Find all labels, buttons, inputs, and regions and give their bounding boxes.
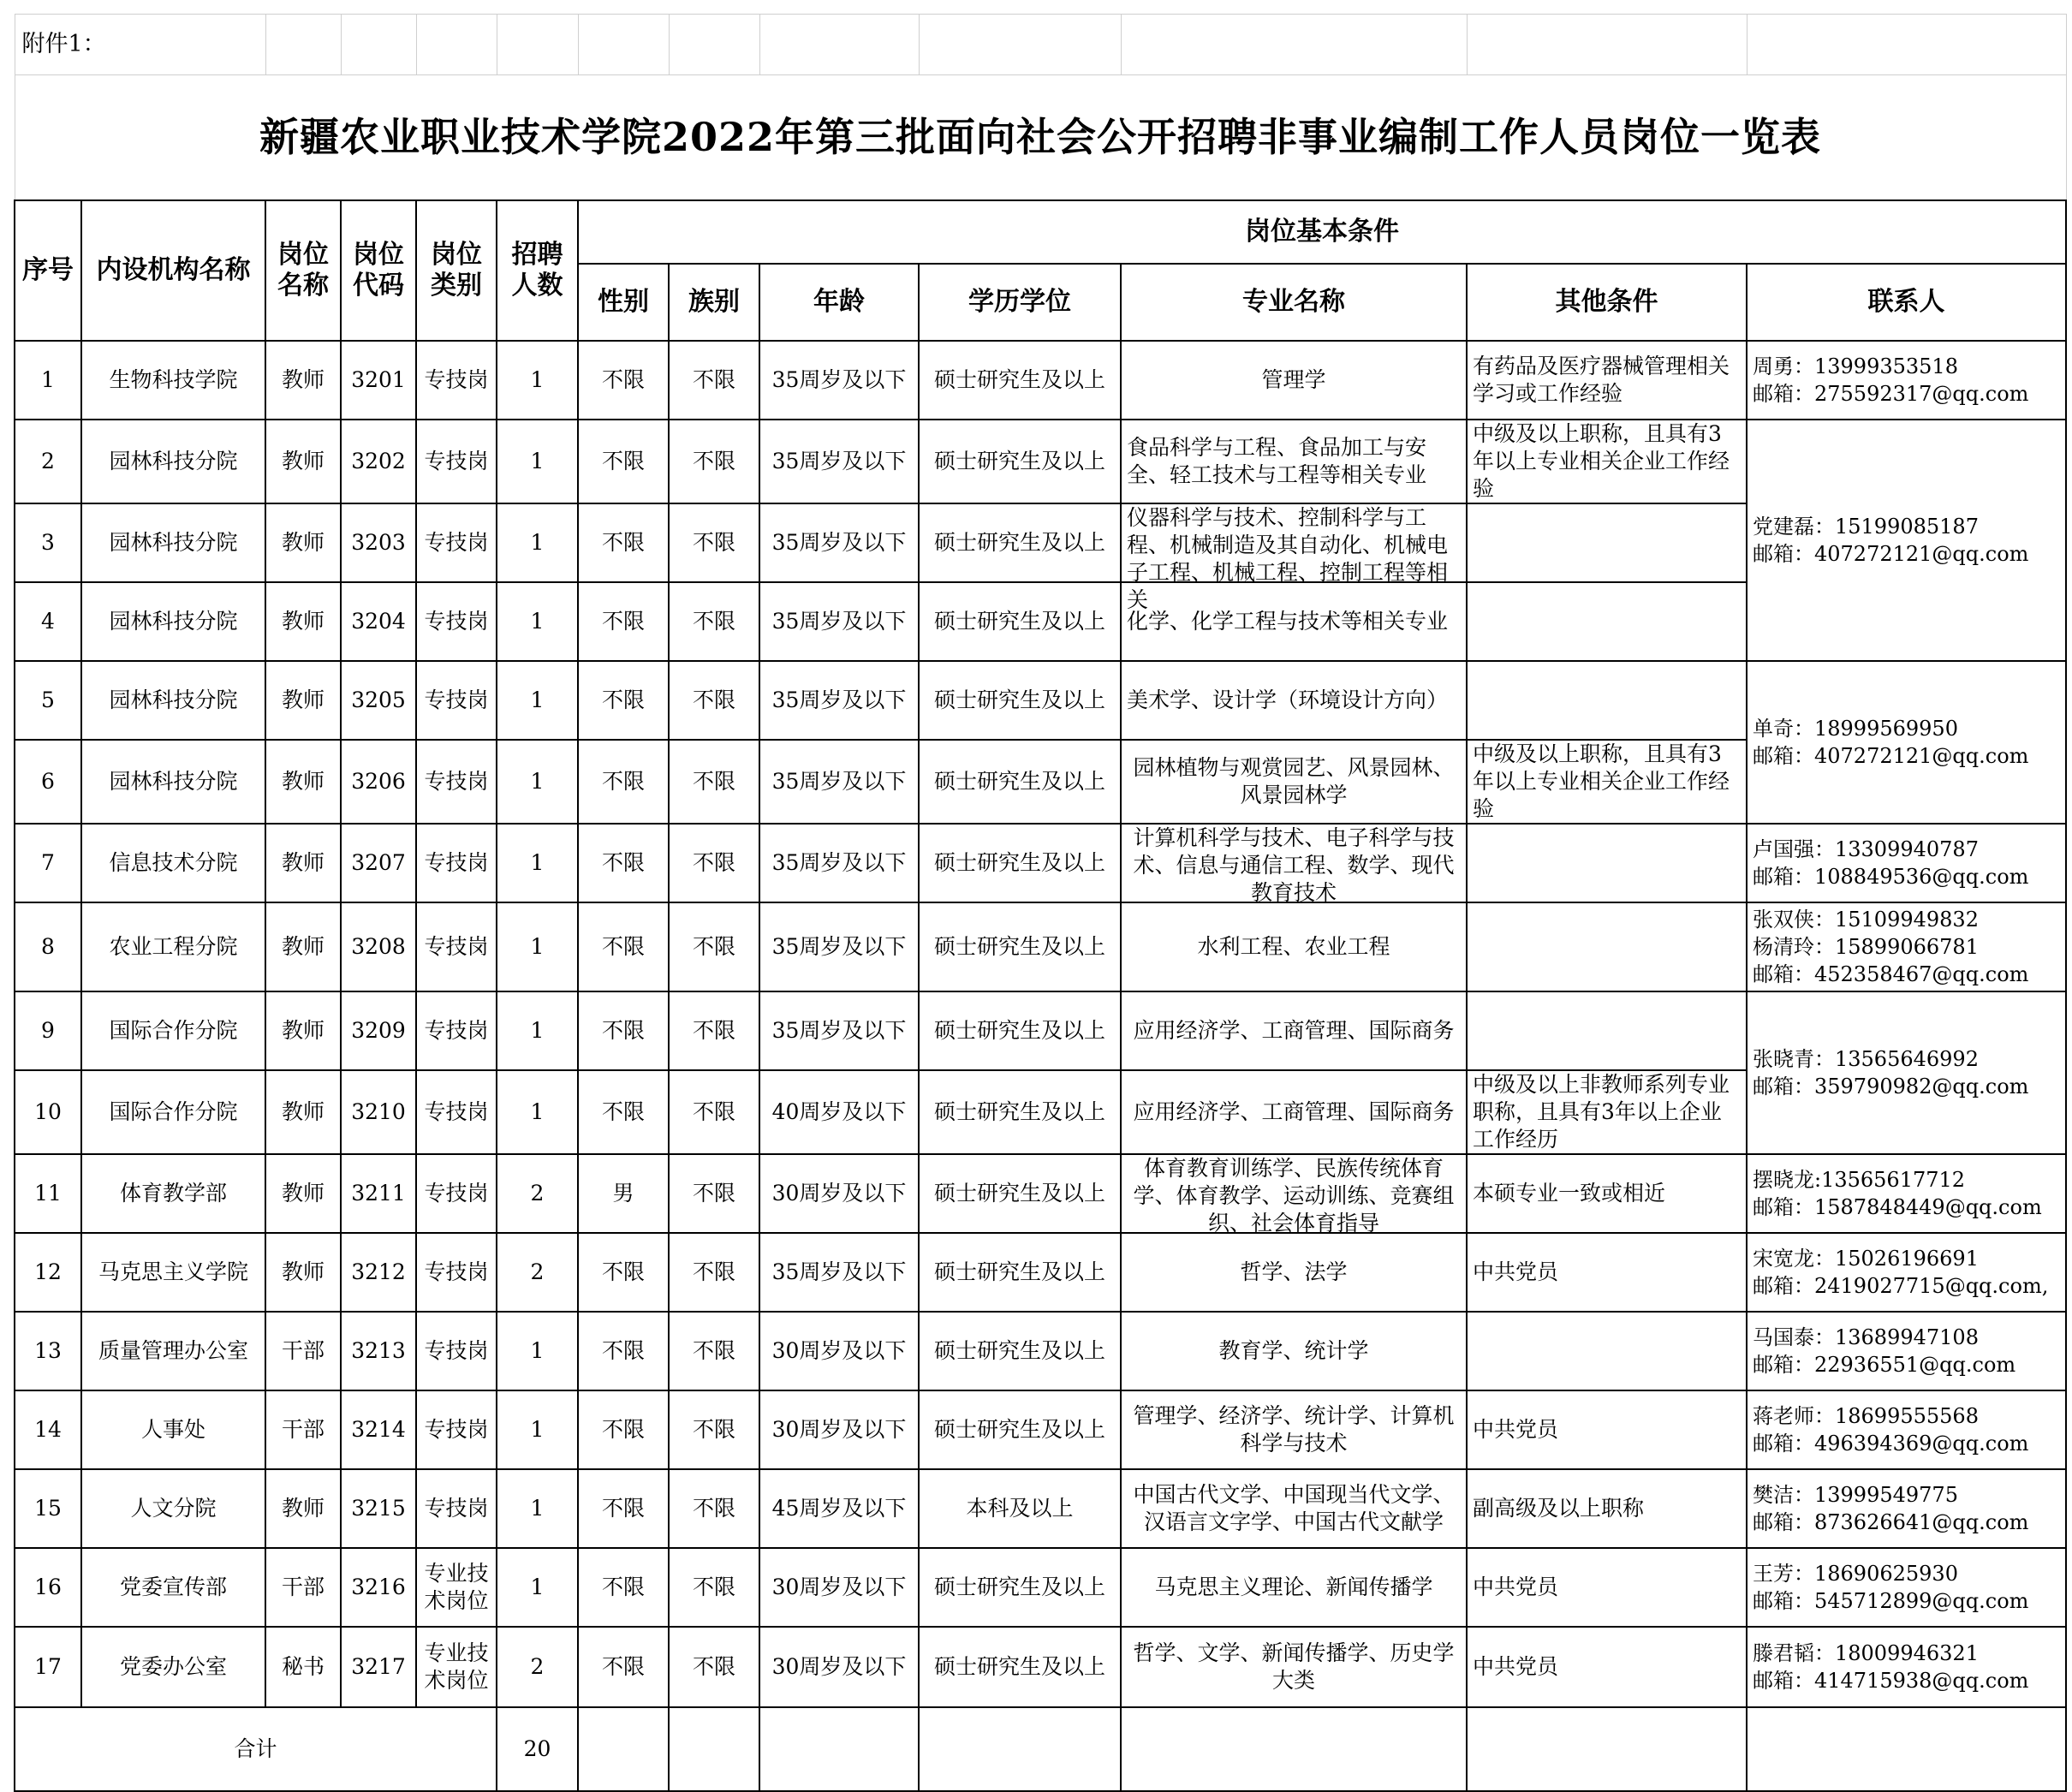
cell-edu: 硕士研究生及以上 bbox=[919, 1233, 1121, 1312]
cell-dept: 体育教学部 bbox=[81, 1154, 265, 1233]
cell-dept: 党委宣传部 bbox=[81, 1548, 265, 1627]
cell-type: 专业技术岗位 bbox=[416, 1548, 497, 1627]
cell-major: 美术学、设计学（环境设计方向） bbox=[1121, 661, 1467, 740]
header-num: 招聘人数 bbox=[497, 200, 578, 341]
contact-line: 卢国强：13309940787 bbox=[1753, 836, 1979, 861]
cell-num: 1 bbox=[497, 503, 578, 582]
cell-contact bbox=[1747, 902, 2066, 991]
cell-dept: 国际合作分院 bbox=[81, 991, 265, 1070]
cell-num: 1 bbox=[497, 740, 578, 824]
cell-gender: 不限 bbox=[578, 902, 669, 991]
cell-contact bbox=[1747, 1627, 2066, 1707]
cell-ethnic: 不限 bbox=[669, 1154, 759, 1233]
cell-other: 中共党员 bbox=[1467, 1233, 1747, 1312]
cell-type: 专技岗 bbox=[416, 1070, 497, 1154]
cell-code: 3216 bbox=[341, 1548, 416, 1627]
cell-gender: 不限 bbox=[578, 1390, 669, 1469]
cell-num: 2 bbox=[497, 1233, 578, 1312]
cell-gender: 不限 bbox=[578, 1233, 669, 1312]
cell-code: 3207 bbox=[341, 824, 416, 902]
table-row bbox=[15, 1548, 2066, 1627]
cell-seq: 13 bbox=[15, 1312, 81, 1390]
contact-line: 摆晓龙:13565617712 bbox=[1753, 1167, 1966, 1192]
cell-gender: 男 bbox=[578, 1154, 669, 1233]
cell-dept: 园林科技分院 bbox=[81, 661, 265, 740]
cell-post: 教师 bbox=[265, 503, 341, 582]
cell-age: 35周岁及以下 bbox=[759, 503, 919, 582]
cell-seq: 12 bbox=[15, 1233, 81, 1312]
cell-edu: 硕士研究生及以上 bbox=[919, 902, 1121, 991]
cell-type: 专技岗 bbox=[416, 991, 497, 1070]
table-row bbox=[15, 1312, 2066, 1390]
cell-major: 应用经济学、工商管理、国际商务 bbox=[1121, 1070, 1467, 1154]
cell-code: 3204 bbox=[341, 582, 416, 661]
cell-contact bbox=[1747, 1312, 2066, 1390]
cell-post: 教师 bbox=[265, 420, 341, 503]
cell-other bbox=[1467, 902, 1747, 991]
cell-type: 专技岗 bbox=[416, 740, 497, 824]
cell-num: 1 bbox=[497, 1070, 578, 1154]
cell-seq: 15 bbox=[15, 1469, 81, 1548]
contact-line: 张晓青：13565646992 bbox=[1753, 1046, 1979, 1071]
total-label: 合计 bbox=[15, 1707, 497, 1791]
header-dept: 内设机构名称 bbox=[81, 200, 265, 341]
cell-dept: 党委办公室 bbox=[81, 1627, 265, 1707]
header-ethnic: 族别 bbox=[669, 264, 759, 341]
cell-code: 3214 bbox=[341, 1390, 416, 1469]
cell-contact bbox=[1747, 420, 2066, 661]
cell-dept: 人事处 bbox=[81, 1390, 265, 1469]
cell-post: 教师 bbox=[265, 1469, 341, 1548]
header-post-code: 岗位代码 bbox=[341, 200, 416, 341]
cell-ethnic: 不限 bbox=[669, 1390, 759, 1469]
cell-num: 2 bbox=[497, 1154, 578, 1233]
cell-edu: 硕士研究生及以上 bbox=[919, 1154, 1121, 1233]
cell-other: 有药品及医疗器械管理相关学习或工作经验 bbox=[1467, 341, 1747, 420]
cell-edu: 硕士研究生及以上 bbox=[919, 1627, 1121, 1707]
cell-other bbox=[1467, 582, 1747, 661]
cell-num: 1 bbox=[497, 661, 578, 740]
cell-age: 30周岁及以下 bbox=[759, 1390, 919, 1469]
cell-other: 中级及以上非教师系列专业职称，且具有3年以上企业工作经历 bbox=[1467, 1070, 1747, 1154]
total-row bbox=[15, 1707, 2066, 1791]
cell-seq: 17 bbox=[15, 1627, 81, 1707]
contact-email: 邮箱：2419027715@qq.com, bbox=[1753, 1273, 2049, 1298]
cell-edu: 硕士研究生及以上 bbox=[919, 740, 1121, 824]
cell-major: 水利工程、农业工程 bbox=[1121, 902, 1467, 991]
cell-num: 1 bbox=[497, 341, 578, 420]
cell-gender: 不限 bbox=[578, 1469, 669, 1548]
cell-type: 专技岗 bbox=[416, 1469, 497, 1548]
cell-edu: 硕士研究生及以上 bbox=[919, 1070, 1121, 1154]
cell-ethnic: 不限 bbox=[669, 661, 759, 740]
cell-major bbox=[1121, 1154, 1467, 1233]
cell-num: 1 bbox=[497, 991, 578, 1070]
cell-gender: 不限 bbox=[578, 991, 669, 1070]
cell-ethnic: 不限 bbox=[669, 1627, 759, 1707]
contact-email: 邮箱：407272121@qq.com bbox=[1753, 743, 2029, 768]
cell-code: 3201 bbox=[341, 341, 416, 420]
cell-age: 35周岁及以下 bbox=[759, 1233, 919, 1312]
cell-seq: 11 bbox=[15, 1154, 81, 1233]
cell-age: 35周岁及以下 bbox=[759, 824, 919, 902]
cell-num: 2 bbox=[497, 1627, 578, 1707]
header-contact: 联系人 bbox=[1747, 264, 2066, 341]
cell-major: 中国古代文学、中国现当代文学、汉语言文字学、中国古代文献学 bbox=[1121, 1469, 1467, 1548]
cell-type: 专技岗 bbox=[416, 503, 497, 582]
cell-edu: 硕士研究生及以上 bbox=[919, 1548, 1121, 1627]
cell-num: 1 bbox=[497, 1548, 578, 1627]
cell-ethnic: 不限 bbox=[669, 902, 759, 991]
cell-code: 3208 bbox=[341, 902, 416, 991]
cell-seq: 7 bbox=[15, 824, 81, 902]
contact-line: 杨清玲：15899066781 bbox=[1753, 934, 1979, 959]
cell-ethnic: 不限 bbox=[669, 740, 759, 824]
contact-email: 邮箱：275592317@qq.com bbox=[1753, 381, 2029, 406]
cell-edu: 硕士研究生及以上 bbox=[919, 991, 1121, 1070]
cell-type: 专技岗 bbox=[416, 420, 497, 503]
cell-age: 45周岁及以下 bbox=[759, 1469, 919, 1548]
cell-major: 哲学、法学 bbox=[1121, 1233, 1467, 1312]
cell-other bbox=[1467, 503, 1747, 582]
table-row bbox=[15, 1233, 2066, 1312]
cell-ethnic: 不限 bbox=[669, 582, 759, 661]
cell-seq: 16 bbox=[15, 1548, 81, 1627]
cell-post: 教师 bbox=[265, 740, 341, 824]
cell-age: 30周岁及以下 bbox=[759, 1548, 919, 1627]
contact-line: 宋宽龙：15026196691 bbox=[1753, 1246, 1979, 1271]
cell-age: 35周岁及以下 bbox=[759, 341, 919, 420]
cell-major bbox=[1121, 503, 1467, 612]
cell-other bbox=[1467, 991, 1747, 1070]
header-basic-conditions: 岗位基本条件 bbox=[578, 200, 2066, 264]
contact-email: 邮箱：452358467@qq.com bbox=[1753, 961, 2029, 986]
cell-num: 1 bbox=[497, 1469, 578, 1548]
cell-seq: 14 bbox=[15, 1390, 81, 1469]
cell-type: 专技岗 bbox=[416, 341, 497, 420]
cell-edu: 硕士研究生及以上 bbox=[919, 1312, 1121, 1390]
cell-other: 中级及以上职称，且具有3年以上专业相关企业工作经验 bbox=[1467, 420, 1747, 503]
major-text: 计算机科学与技术、电子科学与技术、信息与通信工程、数学、现代教育技术 bbox=[1133, 825, 1455, 905]
cell-dept: 国际合作分院 bbox=[81, 1070, 265, 1154]
cell-age: 35周岁及以下 bbox=[759, 991, 919, 1070]
cell-seq: 5 bbox=[15, 661, 81, 740]
cell-major: 马克思主义理论、新闻传播学 bbox=[1121, 1548, 1467, 1627]
cell-major: 食品科学与工程、食品加工与安全、轻工技术与工程等相关专业 bbox=[1121, 420, 1467, 503]
cell-edu: 硕士研究生及以上 bbox=[919, 1390, 1121, 1469]
cell-gender: 不限 bbox=[578, 1070, 669, 1154]
cell-type: 专技岗 bbox=[416, 1390, 497, 1469]
cell-num: 1 bbox=[497, 582, 578, 661]
cell-code: 3211 bbox=[341, 1154, 416, 1233]
cell-gender: 不限 bbox=[578, 1548, 669, 1627]
cell-post: 教师 bbox=[265, 1070, 341, 1154]
cell-gender: 不限 bbox=[578, 420, 669, 503]
contact-line: 周勇：13999353518 bbox=[1753, 354, 1958, 378]
cell-ethnic: 不限 bbox=[669, 420, 759, 503]
cell-age: 30周岁及以下 bbox=[759, 1312, 919, 1390]
cell-type: 专技岗 bbox=[416, 582, 497, 661]
cell-other bbox=[1467, 661, 1747, 740]
page-title: 新疆农业职业技术学院2022年第三批面向社会公开招聘非事业编制工作人员岗位一览表 bbox=[15, 75, 2066, 200]
total-value: 20 bbox=[497, 1707, 578, 1791]
cell-edu: 硕士研究生及以上 bbox=[919, 661, 1121, 740]
cell-num: 1 bbox=[497, 1390, 578, 1469]
cell-gender: 不限 bbox=[578, 341, 669, 420]
cell-gender: 不限 bbox=[578, 582, 669, 661]
recruitment-table bbox=[14, 14, 2067, 1792]
cell-seq: 6 bbox=[15, 740, 81, 824]
attachment-label: 附件1： bbox=[15, 15, 265, 75]
major-text: 体育教育训练学、民族传统体育学、体育教学、运动训练、竞赛组织、社会体育指导 bbox=[1133, 1155, 1455, 1235]
contact-line: 樊洁：13999549775 bbox=[1753, 1482, 1958, 1507]
contact-line: 滕君韬：18009946321 bbox=[1753, 1640, 1979, 1665]
cell-dept: 马克思主义学院 bbox=[81, 1233, 265, 1312]
cell-type: 专技岗 bbox=[416, 661, 497, 740]
cell-other: 副高级及以上职称 bbox=[1467, 1469, 1747, 1548]
cell-seq: 8 bbox=[15, 902, 81, 991]
cell-code: 3202 bbox=[341, 420, 416, 503]
contact-email: 邮箱：414715938@qq.com bbox=[1753, 1668, 2029, 1693]
cell-seq: 4 bbox=[15, 582, 81, 661]
cell-code: 3217 bbox=[341, 1627, 416, 1707]
cell-age: 35周岁及以下 bbox=[759, 420, 919, 503]
cell-contact bbox=[1747, 824, 2066, 902]
cell-ethnic: 不限 bbox=[669, 1070, 759, 1154]
cell-num: 1 bbox=[497, 902, 578, 991]
cell-ethnic: 不限 bbox=[669, 991, 759, 1070]
cell-post: 干部 bbox=[265, 1548, 341, 1627]
cell-type: 专技岗 bbox=[416, 1312, 497, 1390]
cell-code: 3203 bbox=[341, 503, 416, 582]
cell-age: 35周岁及以下 bbox=[759, 661, 919, 740]
cell-code: 3213 bbox=[341, 1312, 416, 1390]
cell-other: 中级及以上职称，且具有3年以上专业相关企业工作经验 bbox=[1467, 740, 1747, 824]
cell-dept: 质量管理办公室 bbox=[81, 1312, 265, 1390]
cell-ethnic: 不限 bbox=[669, 1548, 759, 1627]
cell-num: 1 bbox=[497, 1312, 578, 1390]
cell-edu: 硕士研究生及以上 bbox=[919, 341, 1121, 420]
cell-dept: 园林科技分院 bbox=[81, 420, 265, 503]
cell-major: 管理学 bbox=[1121, 341, 1467, 420]
header-edu: 学历学位 bbox=[919, 264, 1121, 341]
cell-age: 35周岁及以下 bbox=[759, 582, 919, 661]
cell-age: 35周岁及以下 bbox=[759, 902, 919, 991]
header-major: 专业名称 bbox=[1121, 264, 1467, 341]
table-row bbox=[15, 1154, 2066, 1233]
header-post-name: 岗位名称 bbox=[265, 200, 341, 341]
cell-post: 教师 bbox=[265, 341, 341, 420]
contact-line: 单奇：18999569950 bbox=[1753, 716, 1958, 741]
cell-other: 中共党员 bbox=[1467, 1548, 1747, 1627]
cell-major: 园林植物与观赏园艺、风景园林、风景园林学 bbox=[1121, 740, 1467, 824]
cell-post: 干部 bbox=[265, 1312, 341, 1390]
cell-type: 专技岗 bbox=[416, 1233, 497, 1312]
cell-major bbox=[1121, 824, 1467, 905]
cell-type: 专技岗 bbox=[416, 824, 497, 902]
cell-contact bbox=[1747, 1154, 2066, 1233]
table-row bbox=[15, 661, 2066, 740]
cell-other bbox=[1467, 824, 1747, 902]
cell-contact bbox=[1747, 661, 2066, 824]
cell-dept: 农业工程分院 bbox=[81, 902, 265, 991]
cell-dept: 信息技术分院 bbox=[81, 824, 265, 902]
cell-dept: 园林科技分院 bbox=[81, 582, 265, 661]
cell-seq: 3 bbox=[15, 503, 81, 582]
contact-email: 邮箱：1587848449@qq.com bbox=[1753, 1194, 2042, 1219]
cell-dept: 园林科技分院 bbox=[81, 740, 265, 824]
cell-code: 3210 bbox=[341, 1070, 416, 1154]
cell-edu: 硕士研究生及以上 bbox=[919, 824, 1121, 902]
cell-ethnic: 不限 bbox=[669, 1469, 759, 1548]
cell-gender: 不限 bbox=[578, 1312, 669, 1390]
cell-seq: 1 bbox=[15, 341, 81, 420]
header-post-type: 岗位类别 bbox=[416, 200, 497, 341]
contact-line: 张双侠：15109949832 bbox=[1753, 907, 1979, 932]
cell-type: 专技岗 bbox=[416, 1154, 497, 1233]
cell-seq: 9 bbox=[15, 991, 81, 1070]
cell-contact bbox=[1747, 991, 2066, 1154]
contact-email: 邮箱：359790982@qq.com bbox=[1753, 1074, 2029, 1098]
cell-other: 本硕专业一致或相近 bbox=[1467, 1154, 1747, 1233]
cell-code: 3205 bbox=[341, 661, 416, 740]
cell-edu: 硕士研究生及以上 bbox=[919, 420, 1121, 503]
cell-code: 3206 bbox=[341, 740, 416, 824]
cell-num: 1 bbox=[497, 824, 578, 902]
table-row bbox=[15, 991, 2066, 1070]
contact-email: 邮箱：496394369@qq.com bbox=[1753, 1431, 2029, 1456]
table-row bbox=[15, 420, 2066, 503]
cell-dept: 园林科技分院 bbox=[81, 503, 265, 582]
cell-gender: 不限 bbox=[578, 824, 669, 902]
cell-major: 教育学、统计学 bbox=[1121, 1312, 1467, 1390]
contact-line: 蒋老师：18699555568 bbox=[1753, 1403, 1979, 1428]
cell-post: 教师 bbox=[265, 991, 341, 1070]
cell-ethnic: 不限 bbox=[669, 1312, 759, 1390]
cell-contact bbox=[1747, 1390, 2066, 1469]
cell-contact bbox=[1747, 1469, 2066, 1548]
cell-age: 35周岁及以下 bbox=[759, 740, 919, 824]
table-row bbox=[15, 824, 2066, 902]
contact-email: 邮箱：108849536@qq.com bbox=[1753, 864, 2029, 889]
cell-post: 教师 bbox=[265, 1233, 341, 1312]
contact-email: 邮箱：873626641@qq.com bbox=[1753, 1509, 2029, 1534]
contact-email: 邮箱：545712899@qq.com bbox=[1753, 1588, 2029, 1613]
cell-gender: 不限 bbox=[578, 661, 669, 740]
cell-seq: 2 bbox=[15, 420, 81, 503]
contact-email: 邮箱：407272121@qq.com bbox=[1753, 541, 2029, 566]
cell-major: 化学、化学工程与技术等相关专业 bbox=[1121, 582, 1467, 661]
cell-contact bbox=[1747, 341, 2066, 420]
cell-type: 专业技术岗位 bbox=[416, 1627, 497, 1707]
cell-post: 教师 bbox=[265, 824, 341, 902]
cell-code: 3212 bbox=[341, 1233, 416, 1312]
cell-gender: 不限 bbox=[578, 503, 669, 582]
cell-code: 3209 bbox=[341, 991, 416, 1070]
cell-contact bbox=[1747, 1233, 2066, 1312]
cell-ethnic: 不限 bbox=[669, 1233, 759, 1312]
table-row bbox=[15, 341, 2066, 420]
cell-post: 秘书 bbox=[265, 1627, 341, 1707]
cell-post: 教师 bbox=[265, 1154, 341, 1233]
cell-ethnic: 不限 bbox=[669, 341, 759, 420]
header-other: 其他条件 bbox=[1467, 264, 1747, 341]
contact-email: 邮箱：22936551@qq.com bbox=[1753, 1352, 2016, 1377]
cell-other bbox=[1467, 1312, 1747, 1390]
table-row bbox=[15, 902, 2066, 991]
contact-line: 王芳：18690625930 bbox=[1753, 1561, 1958, 1586]
cell-major: 应用经济学、工商管理、国际商务 bbox=[1121, 991, 1467, 1070]
table-row bbox=[15, 1390, 2066, 1469]
cell-dept: 人文分院 bbox=[81, 1469, 265, 1548]
cell-dept: 生物科技学院 bbox=[81, 341, 265, 420]
cell-gender: 不限 bbox=[578, 1627, 669, 1707]
header-gender: 性别 bbox=[578, 264, 669, 341]
cell-ethnic: 不限 bbox=[669, 824, 759, 902]
major-text: 仪器科学与技术、控制科学与工程、机械制造及其自动化、机械电子工程、机械工程、控制工程等相关 bbox=[1127, 504, 1449, 612]
cell-post: 教师 bbox=[265, 661, 341, 740]
cell-gender: 不限 bbox=[578, 740, 669, 824]
cell-edu: 硕士研究生及以上 bbox=[919, 582, 1121, 661]
header-age: 年龄 bbox=[759, 264, 919, 341]
cell-other: 中共党员 bbox=[1467, 1627, 1747, 1707]
cell-post: 教师 bbox=[265, 582, 341, 661]
cell-num: 1 bbox=[497, 420, 578, 503]
cell-post: 干部 bbox=[265, 1390, 341, 1469]
cell-age: 40周岁及以下 bbox=[759, 1070, 919, 1154]
table-row bbox=[15, 1469, 2066, 1548]
header-seq: 序号 bbox=[15, 200, 81, 341]
cell-type: 专技岗 bbox=[416, 902, 497, 991]
contact-line: 马国泰：13689947108 bbox=[1753, 1325, 1979, 1349]
cell-contact bbox=[1747, 1548, 2066, 1627]
cell-age: 30周岁及以下 bbox=[759, 1627, 919, 1707]
cell-edu: 硕士研究生及以上 bbox=[919, 503, 1121, 582]
table-row bbox=[15, 1627, 2066, 1707]
cell-major: 管理学、经济学、统计学、计算机科学与技术 bbox=[1121, 1390, 1467, 1469]
cell-edu: 本科及以上 bbox=[919, 1469, 1121, 1548]
cell-major: 哲学、文学、新闻传播学、历史学大类 bbox=[1121, 1627, 1467, 1707]
cell-ethnic: 不限 bbox=[669, 503, 759, 582]
cell-code: 3215 bbox=[341, 1469, 416, 1548]
cell-age: 30周岁及以下 bbox=[759, 1154, 919, 1233]
cell-seq: 10 bbox=[15, 1070, 81, 1154]
contact-line: 党建磊：15199085187 bbox=[1753, 514, 1979, 539]
cell-other: 中共党员 bbox=[1467, 1390, 1747, 1469]
cell-post: 教师 bbox=[265, 902, 341, 991]
